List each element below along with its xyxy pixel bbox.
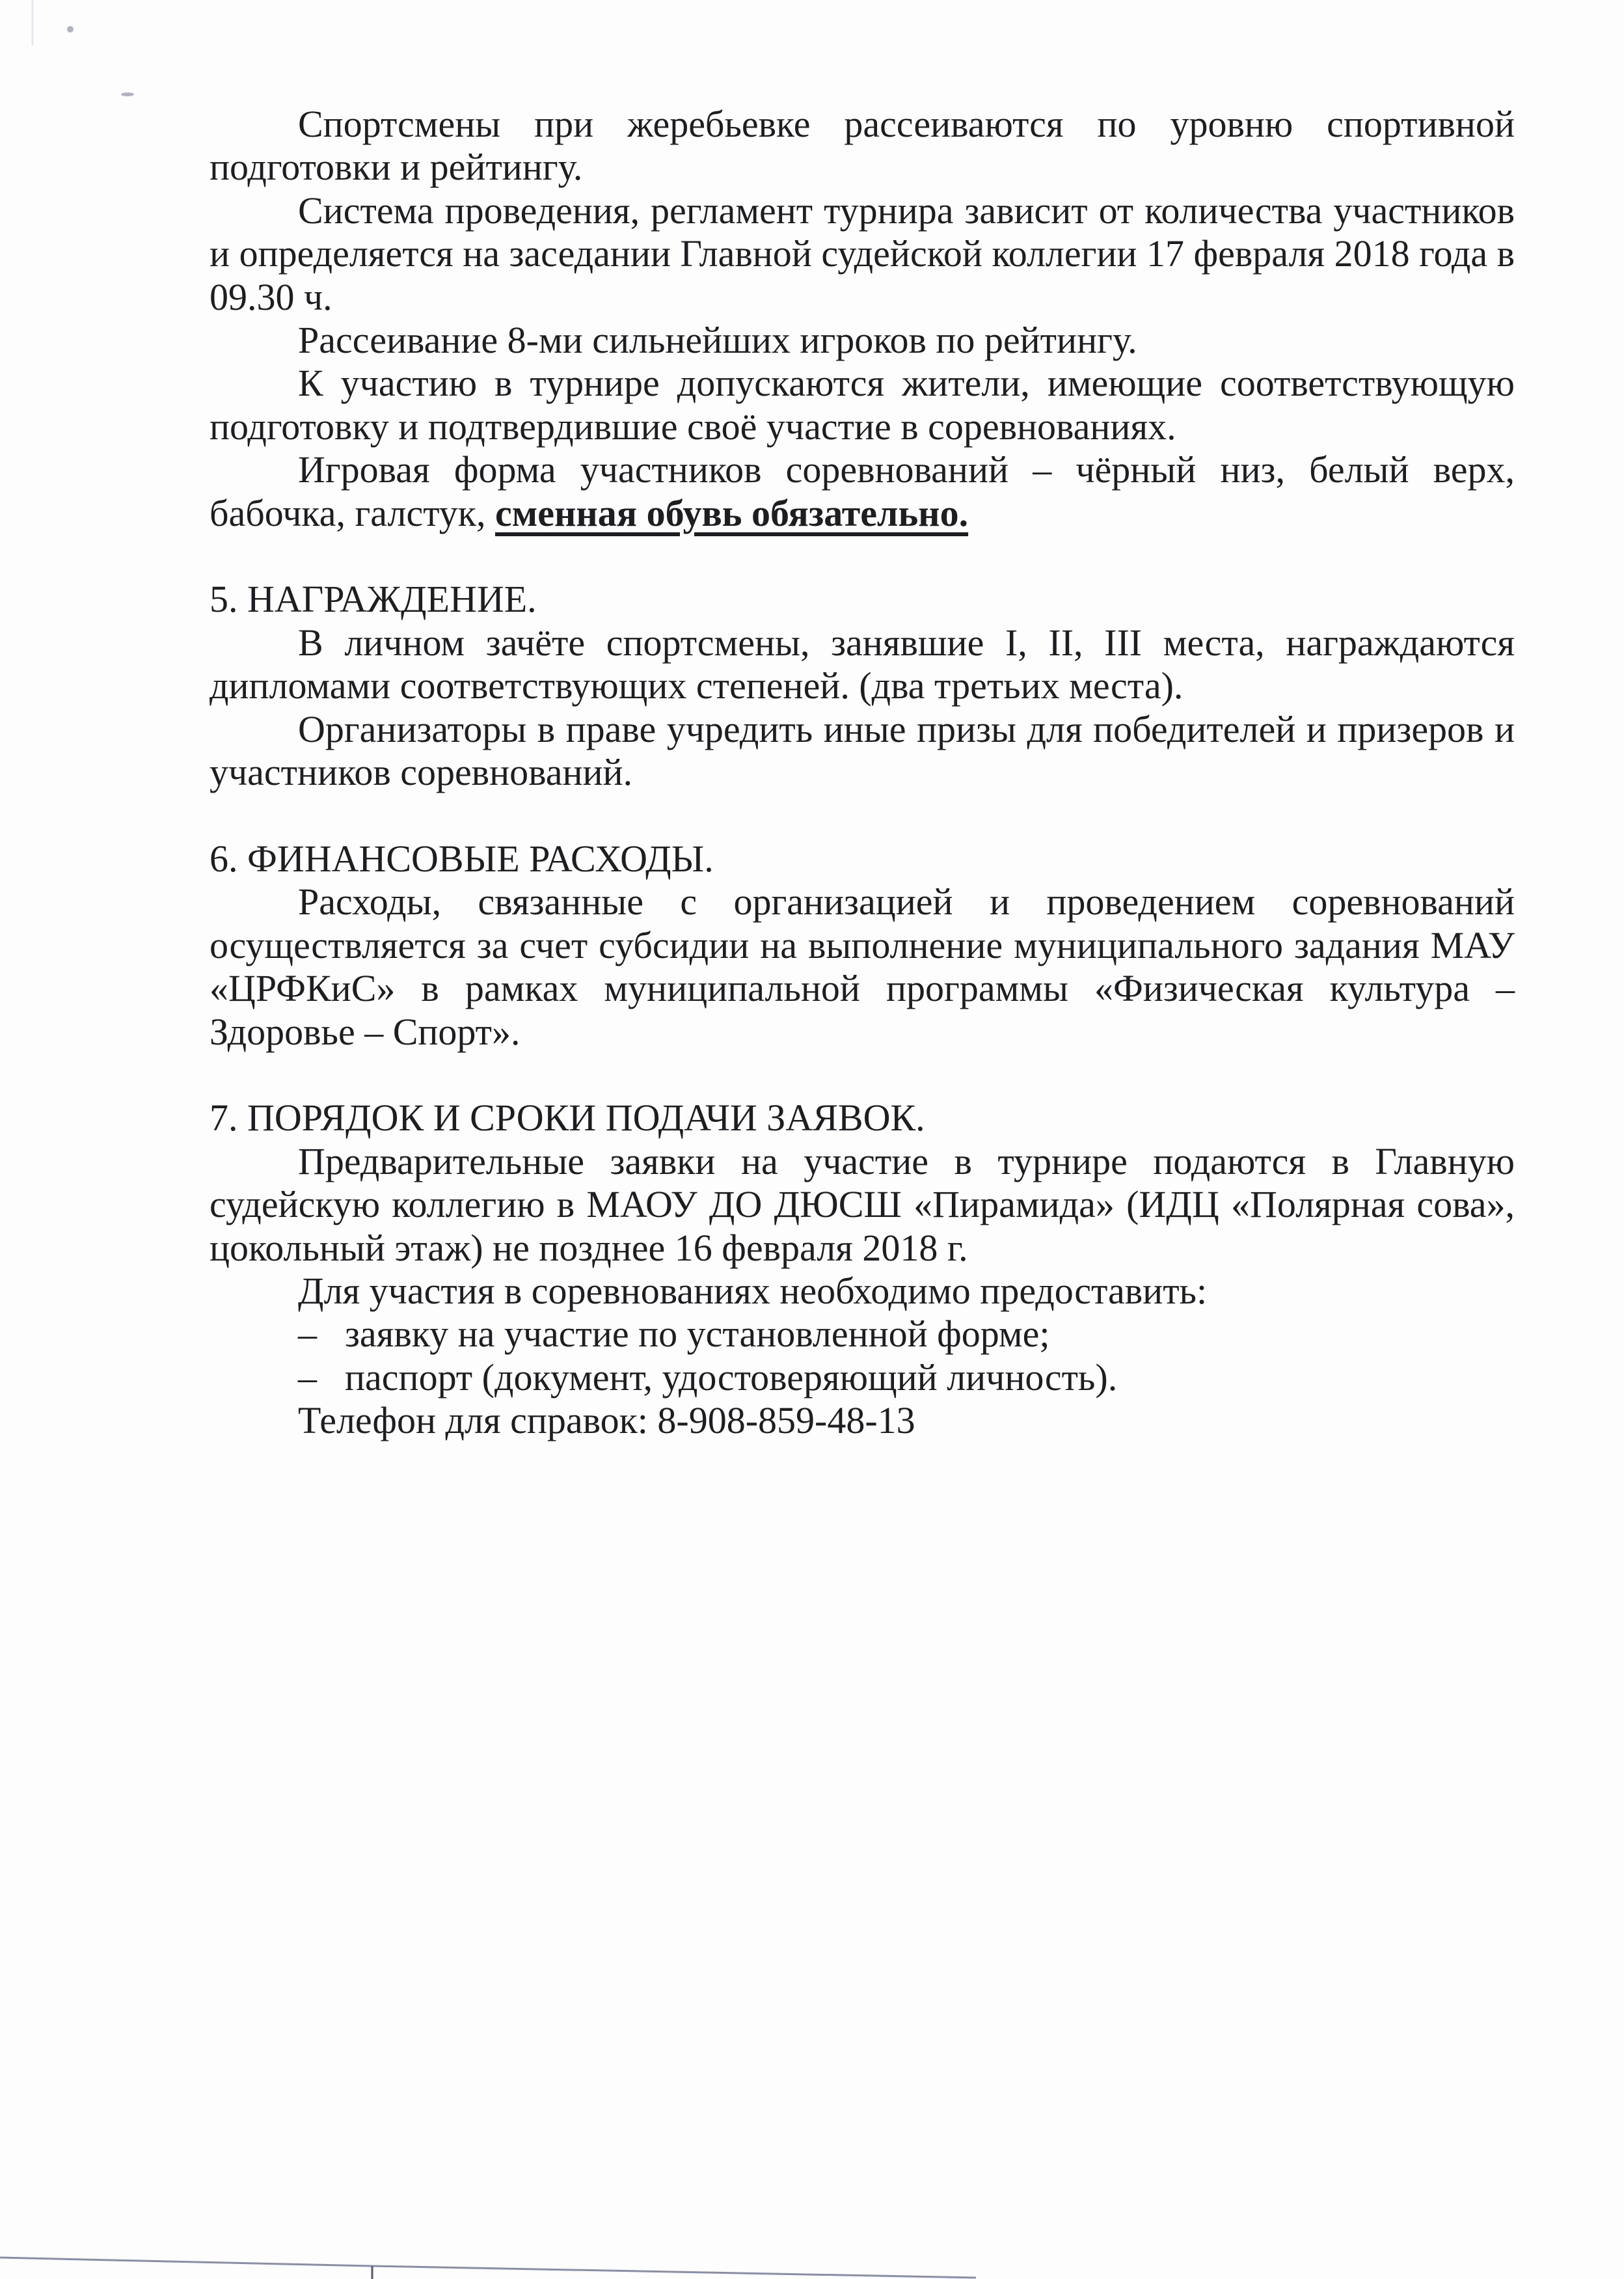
blank-line: [210, 794, 1515, 837]
paragraph-prizes: Организаторы в праве учредить иные призы для победителей и призеров и участников соревнований.: [210, 707, 1515, 794]
paragraph-expenses: Расходы, связанные с организацией и проведением соревнований осуществляется за счет субсидии на выполнение муниципального задания МАУ «ЦРФКиС» в рамках муниципальной программы «Физическая культура – Здоровье – Спорт».: [210, 880, 1515, 1053]
dress-code-text: Игровая форма участников соревнований – чёрный низ, белый верх, бабочка, галстук,: [210, 448, 1515, 534]
contact-phone: Телефон для справок: 8-908-859-48-13: [298, 1399, 915, 1442]
section-number: 7.: [210, 1097, 238, 1140]
dress-code-emphasis: сменная обувь обязательно.: [494, 491, 969, 534]
blank-line: [210, 535, 1515, 578]
paragraph-seeding: Спортсмены при жеребьевке рассеиваются по уровню спортивной подготовки и рейтингу.: [210, 103, 1515, 189]
paragraph-top-seeding: Рассеивание 8-ми сильнейших игроков по рейтингу.: [298, 319, 1137, 362]
section-title: НАГРАЖДЕНИЕ.: [247, 578, 537, 621]
section-title: ПОРЯДОК И СРОКИ ПОДАЧИ ЗАЯВОК.: [247, 1097, 925, 1140]
list-item-text: паспорт (документ, удостоверяющий личность).: [345, 1356, 1118, 1399]
blank-line: [210, 1054, 1515, 1097]
paragraph-awards: В личном зачёте спортсмены, занявшие I, II, III места, награждаются дипломами соответствующих степеней. (два третьих места).: [210, 621, 1515, 707]
paragraph-tournament-system: Система проведения, регламент турнира зависит от количества участников и определяется на заседании Главной судейской коллегии 17 февраля 2018 года в 09.30 ч.: [210, 189, 1515, 318]
paragraph-admission: К участию в турнире допускаются жители, имеющие соответствующую подготовку и подтвердившие своё участие в соревнованиях.: [210, 362, 1515, 448]
paragraph-dress-code: [210, 448, 1515, 535]
section-heading-awards: [210, 578, 1515, 621]
document-body: [210, 103, 1515, 1443]
section-number: 6.: [210, 837, 238, 880]
list-item: [210, 1356, 1515, 1399]
section-number: 5.: [210, 578, 238, 621]
scan-bottom-edge: [0, 2258, 976, 2278]
section-heading-applications: [210, 1097, 1515, 1140]
list-item: [210, 1313, 1515, 1356]
scan-speck: [67, 26, 74, 33]
dash-bullet: –: [298, 1356, 317, 1399]
paragraph-required-documents: Для участия в соревнованиях необходимо предоставить:: [298, 1269, 1208, 1312]
section-title: ФИНАНСОВЫЕ РАСХОДЫ.: [247, 837, 714, 880]
dash-bullet: –: [298, 1313, 317, 1356]
section-heading-finances: [210, 838, 1515, 880]
paragraph-preliminary-applications: Предварительные заявки на участие в турнире подаются в Главную судейскую коллегию в МАОУ ДО ДЮСШ «Пирамида» (ИДЦ «Полярная сова», цокольный этаж) не позднее 16 февраля 2018 г.: [210, 1140, 1515, 1269]
list-item-text: заявку на участие по установленной форме;: [345, 1313, 1050, 1356]
scan-speck: [121, 92, 134, 96]
